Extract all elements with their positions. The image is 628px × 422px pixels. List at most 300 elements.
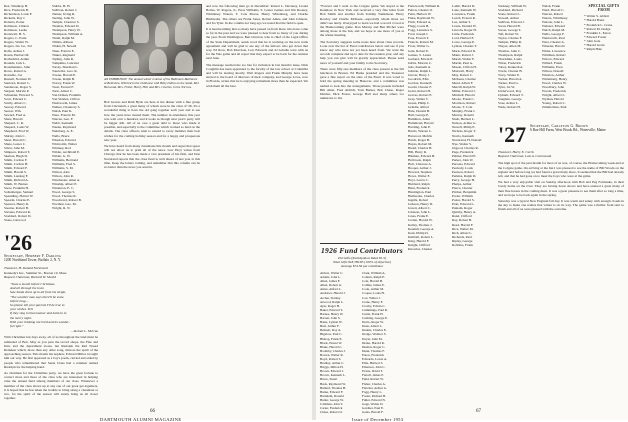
contributor-name: Foster, Richard B. [362, 393, 387, 398]
special-gifts-heading: SPECIAL GIFTS FROM [588, 4, 620, 13]
contributor-name: Glover, Harry J. [408, 72, 430, 77]
contributor-name: Buck, Raymond W. [320, 381, 346, 386]
contributor-name: Tobey, Kenneth A. [498, 64, 524, 69]
poem-line: "The weather man says there'll be snow [10, 294, 64, 299]
roster-name: Seavey, Edward [4, 105, 26, 110]
contributor-name: Briggs, Milton H. [320, 365, 344, 370]
contributor-name: West, Chester A. [542, 40, 565, 45]
contributor-name: Boothby, Charles J. [320, 348, 346, 353]
fund-list-column-6 [542, 4, 582, 114]
contributor-name: Hale, Donald B. [408, 109, 431, 114]
fund-list-column-3 [408, 4, 450, 404]
roster-name: Snow, Franklin H. [4, 186, 29, 191]
contributor-name: Burnham, Donald [320, 393, 344, 398]
contributor-name: Towle, Chester B. [498, 68, 523, 73]
contributor-name: Cox, Walter J. [362, 295, 381, 300]
contributor-name: Taft, Robert W. [498, 32, 519, 37]
contributor-name: White, Lawrence [542, 48, 566, 53]
memorial-name: * Franklin L. Eaton [584, 30, 611, 35]
roster-name: Whitcomb, Walter [52, 141, 77, 146]
contributor-name: Taylor, Charles F. [498, 36, 523, 41]
paragraph: "Forever and I went to the Colgate game. We stayed at the Kenmore in New York and received a very fine letter from Bob Smith and another from Tommy Tomkinson. Harry Rowley and Charlie McKeen—especially whom those we didn't see lately. Overjoyed to learn we had a record crowd at the Homecoming game. Don Murray and Ben Pitcher were among those at the Inn, and we hope to see more of you at the winter meeting. [320, 4, 404, 38]
roster-name: Stoddard, Robert D. [4, 214, 32, 219]
roster-name: Van Orman, Franklin [52, 93, 81, 98]
contributor-name: Maxwell, Harry [452, 68, 474, 73]
contributor-name: Foss, Everett T. [408, 36, 430, 41]
contributor-name: Stowell, Arthur [498, 16, 519, 21]
poem-author: —Robert L. McCue [70, 329, 98, 334]
contributor-name: Brown, Edward J. [320, 369, 344, 374]
contributor-name: Knowles, Chester [408, 246, 433, 251]
poem-line: So please tell your parents I'll be true to [10, 303, 65, 308]
treasurer-line: Treasurer, Harry E. Curtis [498, 150, 534, 154]
contributor-name: Crane, Henry F. [362, 299, 383, 304]
poem-line: "Twas a month before Christmas, [10, 282, 56, 287]
fund-average: Average $74.56 per contributor [340, 264, 384, 269]
roster-name: Rolfe, Arthur J. [4, 48, 26, 53]
contributor-name: Emerson, John C. [362, 365, 386, 370]
contributor-name: Lewis, Donald W. [452, 24, 477, 29]
contributor-name: Sweet, George T. [498, 28, 522, 33]
contributor-name: Heald, Charles H. [408, 145, 433, 150]
paragraph: The high spot of the past month for most of us was, of course, the Homecoming week-end at the Colgate game. On arriving at the Inn I was pleased to see the name of Bill Woods on the register and before long we had found a great many more. It seemed that the Bill had already left, and that he had gone on to meet the boys who were at the game. [498, 161, 624, 179]
contributor-name: Barrett, John S. [320, 316, 341, 321]
right-page [316, 0, 628, 420]
contributor-name: Robbins, Frank [452, 242, 473, 247]
contributor-name: Hubbard, Ralph [408, 182, 430, 187]
roster-name: Wells, Bruce [52, 133, 70, 138]
roster-name: Rockwell, H. S. [4, 32, 26, 37]
contributor-name: Ward, Harold C. [542, 8, 565, 13]
contributor-name: Norstrand, H. Donald [452, 137, 482, 142]
contributor-name: Murphy, Frank J. [452, 109, 476, 114]
contributor-name: Callahan, John T. [320, 402, 343, 406]
paragraph: Bob Graves and Ruth Hyde are here at the dinner with a fine group from Cincinnati, a great many of whom were in the class of '26. It's a wonderful thing to have the old gang together each year and to see how the years have treated them. The number in attendance this year was well over a hundred, and it looks as though next year's party will be bigger still. All of us owe a great debt to those who made it possible, and especially to the committee which worked so hard on the details. The class officers wish to extend to every member their best wishes for the coming holiday season and for a happy and prosperous new year. [104, 100, 200, 142]
contributor-name: Reed, Harold F. [452, 222, 474, 227]
contributor-name: Gilman, Ralph L. [408, 68, 432, 73]
roster-name: Wilder, G. W. [52, 153, 71, 158]
roster-name: Williams, S. M. [52, 165, 74, 170]
roster-name: Williams, Bertrand [52, 157, 78, 162]
contributor-name: McKeen, Charles [452, 76, 476, 81]
roster-name: Tinker, Reginald [52, 52, 75, 57]
contributor-name: Page, Frederick [452, 149, 474, 154]
contributor-name: Martin, Paul A. [452, 60, 473, 65]
contributor-name: Dennis, Charles E. [362, 328, 387, 333]
roster-name: Walker, Chauncey S. [52, 105, 81, 110]
contributor-name: Cushing, George E. [362, 316, 388, 321]
contributor-name: Allen, Robert A. [320, 283, 342, 288]
contributor-name: Watson, John L. [542, 20, 564, 25]
contributor-name: Quinby, Henry A. [452, 210, 477, 215]
paragraph: We have heard from many classmates this month and regret that space will not allow us to print all of the news. Lew Hoyt writes from Chicago that he has been made a vice president of his firm, and Don Norstrand reports that the class fund is well ahead of last year at this time. Keep the letters coming, and remember that this column can be no better than the news you send in. [104, 144, 200, 170]
fund-list-column-2 [362, 271, 404, 415]
roster-name: Tibbits, Allison [52, 40, 73, 45]
contributor-name: Fuller, Edward N. [362, 397, 386, 402]
contributor-name: Webster, Edward [542, 24, 566, 29]
contributor-name: Rand, Clifford [452, 214, 472, 219]
contributor-name: Mann, Robert J. [452, 52, 474, 57]
contributor-name: Doyle, John M. [362, 336, 383, 341]
contributor-name: Barnes, Henry W. [320, 311, 344, 316]
contributor-name: Francis, Robert M. [408, 40, 434, 45]
contributor-name: Gile, Kenneth A. [408, 64, 431, 69]
contributor-name: Parsons, Edward [452, 161, 475, 166]
roster-name: Rogers, C. Earle [4, 36, 27, 41]
contributor-name: Morrison, Robert [452, 101, 476, 106]
contributor-name: Cooper, Louis H. [362, 291, 385, 296]
roster-name: Weeks, Raymond [52, 125, 76, 130]
roster-name: Tourtellot, Geo. R. [52, 68, 78, 73]
roster-name: Wadsworth, James [52, 101, 78, 106]
roster-name: Seward, Fred A. [4, 113, 27, 118]
contributor-name: Green, Philip C. [408, 101, 431, 106]
paragraph: As chairman for the Christmas party, we have the great fortune to contact more and more of the class who are interested in helping raise the annual fund among members of our class. Whenever a member of the class shows up at any one of our great get-togethers, it is hoped that he has taken the trouble to bring along a classmate or two, for the spirit of the season will surely bring us all closer together. [4, 371, 98, 401]
contributor-name: Fiske, Raymond W. [408, 16, 435, 21]
contributor-name: Dodge, Wallace S. [362, 332, 387, 337]
roster-name: Winchester, Allen A. [52, 178, 81, 183]
contributor-name: Huthwaite, Charles [408, 194, 435, 199]
contributor-name: Garland, Edwin P. [408, 56, 433, 61]
fund-list-column-4 [452, 4, 494, 404]
roster-name: Short, Harold C. [4, 137, 27, 142]
contributor-name: Gaines, S. Lester [408, 52, 432, 57]
contributor-name: Kendall, George A. [408, 226, 435, 231]
contributor-name: Edwards, Lewis A. [362, 356, 388, 361]
secretary-address: 6 Rue Hill Farm, West Brook Rd., Waterville, Maine [530, 128, 606, 133]
contributor-name: Stickney, William W. [498, 4, 527, 8]
contributor-name: Newell, Philip E. [452, 125, 476, 130]
roster-name: Torrey, Sherman L. [52, 64, 79, 69]
contributor-name: Hall, George E. [408, 113, 430, 118]
contributor-name: Willard, Frank [542, 60, 562, 65]
contributor-name: Johnson, John L. [408, 210, 431, 215]
roster-name: Stone, Linwood [4, 218, 26, 223]
contributor-name: Walsh, Frank [542, 4, 560, 8]
contributor-name: Kimball, Robert L. [408, 234, 434, 239]
contributor-name: Stoddard, Richard [498, 8, 523, 13]
contributor-name: Clark, William A. [362, 271, 386, 275]
contributor-name: Crosby, Edwin C. [362, 303, 386, 308]
roster-name: Smith, Lansing F. [4, 173, 29, 178]
contributor-name: Farnsworth, William R. [408, 4, 441, 8]
contributor-name: Wood, Charles W. [542, 80, 567, 85]
roster-name: Sargent, Marvin P. [4, 88, 30, 93]
contributor-name: Ames, Alfred L. [320, 287, 342, 292]
contributor-name: Huntington, Paul [408, 190, 432, 195]
contributor-name: Holt, Clarence A. [408, 161, 432, 166]
contributor-name: Hammond, Harold [408, 121, 434, 126]
contributor-name: Woods, Frederick [542, 88, 567, 93]
roster-name: Van Sicklen, Clifton [52, 97, 80, 102]
contributor-name: Coburn, Ralph E. [362, 275, 386, 280]
roster-name: Seaver, Wm. [4, 109, 22, 114]
contributor-name: Gardner, Paul E. [362, 406, 384, 411]
contributor-name: Thorndike, Louis [498, 56, 522, 61]
contributor-name: Curtis, Frank H. [362, 311, 384, 316]
contributor-name: Bigelow, Paul C. [320, 332, 343, 337]
roster-name: Sullivan, Robert J. [52, 8, 78, 13]
contributor-name: Fletcher, Arthur G. [362, 385, 387, 390]
poem-line: And all through the town [10, 286, 44, 291]
contributor-name: Lawrence, Frank [452, 12, 475, 17]
contributor-name: Bates, Lyman W. [320, 320, 343, 325]
roster-name: Smith, Edward F. [4, 165, 28, 170]
contributor-name: Dean, Albert L. [362, 324, 383, 329]
roster-name: Tanner, Irving R. [52, 12, 76, 17]
contributor-name: Palmer, Harold E. [452, 153, 477, 158]
contributor-name: Rice, Walter M. [452, 226, 474, 231]
contributor-name: Thayer, Allen M. [498, 44, 522, 49]
contributor-name: Blake, Harold C. [320, 344, 343, 349]
roster-name: Ricketts, Ray J. [4, 16, 26, 21]
roster-name: Shepard, Louis W. [4, 125, 30, 130]
contributor-name: Gordon, Kenneth [408, 80, 432, 85]
contributor-name: Ray, Robert B. [452, 218, 473, 223]
contributor-name: Phelps, Arthur [452, 182, 472, 187]
roster-name: Wright, R. N. [52, 206, 71, 211]
contributor-name: Hamilton, Allen [408, 117, 430, 122]
fund-total: Total Gifts $18,789.85 (100% of objective) [333, 260, 391, 265]
contributor-name: Gould, Chester F. [408, 84, 432, 89]
contributor-name: Carter, Frederick [320, 406, 343, 411]
contributor-name: Nye, Walter S. [452, 141, 472, 146]
contributor-name: Graves, Robert E. [408, 93, 433, 98]
contributor-name: Sullivan, Edward J. [498, 20, 525, 25]
roster-name: Winship, Albert E. [52, 182, 78, 187]
contributor-name: Gibbs, Morton C. [408, 60, 432, 65]
contributor-name: Vaughan, George [498, 97, 522, 102]
memorial-name: * Harold Grant [584, 42, 605, 47]
roster-name: Tilden, H. Newell [52, 44, 77, 49]
contributor-name: Wilson, Donald [542, 68, 564, 73]
contributor-name: Lowe, George P. [452, 40, 475, 45]
contributor-name: Ripley, George [452, 238, 473, 243]
paragraph: The Secretary suggests some notes here about class records. Look over the list of Fund contributors below and see if you know any who have not yet been heard from. We want the records complete and up to date for the reunion year, and any help you can give will be greatly appreciated. Please send news of yourself and your family to the Secretary. [320, 39, 404, 65]
roster-name: Scully, Albert C. [4, 101, 27, 106]
roster-name: Rozzelle, Joe [4, 72, 23, 77]
section-rule [320, 243, 404, 244]
contributor-name: Richards, Paul [452, 234, 472, 239]
reunion-photo [104, 4, 202, 76]
contributor-name: Knight, Clifford [408, 242, 430, 247]
treasurer-address: Kennedy's Inc., Summer St., Boston 10, Mass. [4, 270, 68, 275]
contributor-name: Wentworth, Paul [542, 36, 565, 41]
contributor-name: Wright, Albert L. [542, 93, 566, 98]
contributor-name: Winslow, Arthur [542, 72, 565, 77]
contributor-name: Pearson, Robert [452, 169, 474, 174]
contributor-name: Evans, David T. [362, 369, 384, 374]
contributor-name: Potter, Harold S. [452, 198, 475, 203]
contributor-name: Woodbury, John [542, 84, 565, 89]
contributor-name: Allen, James F. [320, 279, 341, 284]
roster-name: Rosen, Herbert M. [4, 52, 30, 57]
roster-name: Skelton, Hugh D. [4, 153, 28, 158]
poem-line: before long— [10, 298, 29, 303]
roster-name: Spearin, Charles E. [4, 198, 31, 203]
contributor-name: Flagg, Louis B. [408, 24, 430, 29]
class-number: '27 [498, 122, 527, 147]
contributor-name: Bradley, Arthur C. [320, 361, 345, 366]
paragraph: We had a very enjoyable visit on Sunday afternoon with Bob and Peg Fairbanks, in their lovely home on the river. They are having horse shows and have entered a great many of their fine horses in the coming meet. It was a great pleasure to see them after so long a time, and we hope to be back again in the spring. [498, 180, 624, 197]
roster-name: Thomas, Edward D. [52, 24, 80, 29]
special-gifts-list [584, 14, 624, 50]
contributor-name: Tyler, Ira W. [498, 84, 515, 89]
paragraph: and now the following men go in December: Robert L. Devaney, Lionel Bolles, W. Rogers, Jr., Enos Williams, S. Lester Gaines and Jim Rooney, Whittlesey Waters, T. Cole Morse, Henry Wittenberg, and Charlie Huthwaite. The others are Frank Jones, Robert Ames, and John Johnson, and Ira Tyler. In the column not long ago we noted that the field is open. [206, 4, 308, 25]
roster-name: Temple, Clarence S. [52, 20, 80, 25]
roster-name: Wood, Thomas R. [52, 194, 77, 199]
roster-name: Sanborn, Robert C. [4, 80, 31, 85]
contributor-name: Wyman, Harold [542, 97, 564, 102]
roster-name: Whedon, Edward [52, 137, 76, 142]
contributor-name: Howard, Stephen [408, 169, 432, 174]
roster-name: Shepard, C. R. [4, 121, 24, 126]
roster-name: Thompson, William A. [52, 32, 84, 37]
class-26-section [4, 228, 98, 414]
class-number: '26 [4, 230, 33, 255]
roster-name: Sanderson, Roger S. [4, 84, 32, 89]
contributor-name: Hooper, Arthur J. [408, 165, 432, 170]
contributor-name: Hatch, Roger B. [408, 137, 431, 142]
contributor-name: Felton, Chester O. [408, 8, 433, 13]
roster-name: Simpson, Robert T. [4, 149, 31, 154]
contributor-name: Pratt, Edward L. [452, 202, 475, 207]
roster-name: Wilson, Alex [52, 169, 70, 174]
contributor-name: Moore, Frank C. [452, 97, 475, 102]
contributor-name: Young, Robert C. [542, 101, 566, 106]
roster-name: Schneider, Howard S. [4, 93, 34, 98]
contributor-name: Fenn, Herbert W. [408, 12, 432, 17]
contributor-name: Wells, George F. [542, 32, 565, 37]
contributor-name: Underwood, Roy [498, 88, 522, 93]
roster-name: Rousmaniere, John [4, 64, 30, 69]
contributor-name: King, Harold F. [408, 238, 430, 243]
roster-name: Tipling, John R. [52, 56, 74, 61]
contributor-name: Grant, Robert H. [408, 88, 431, 93]
roster-name: Smith, Carlton H. [4, 161, 29, 166]
memorial-name: * Frederick L. Crane [584, 22, 613, 27]
contributor-name: Fitch, Edward A. [408, 20, 432, 25]
contributor-name: Perry, George H. [452, 178, 475, 183]
contributor-name: Waters, Whittlesey [542, 16, 568, 21]
roster-name: Roberts, Porter [4, 20, 25, 25]
class-roster-column-1 [4, 4, 50, 226]
roster-name: Rothschild, Arthur [4, 56, 30, 61]
contributor-name: Grindle, Alfred [408, 105, 429, 110]
contributor-name: Bowen, Walter R. [320, 352, 344, 357]
contributor-name: Hunt, Frederick [408, 186, 430, 191]
contributor-name: Gates, Harold F. [362, 410, 384, 415]
contributor-name: Gage, Walter D. [362, 402, 384, 406]
photo-caption: AN EXHIBITION: The annual winter reunion of the Baltimore-Baltimore at Belleview. Whirled in the clubhouse with Betty Dulles on the stand, Mel Harwood, Mrs. Fisher, Harry Hill, and Mrs. Charles, in the 3rd row. [104, 77, 199, 89]
roster-name: Stevens, Edward R. [4, 210, 31, 215]
poem-line: If they sing in that manner and hold on to [10, 311, 67, 316]
paragraph: With Christmas but days away, all of us throughout the land must be reminded of Bob. May as you pass the record shops, the Fine and Dan, and the department stores, but Rudolph the Red Nosed Reindeer which, more than any other song, mirrors the spirit of the approaching season. This month his nephew, Edward Miller, brought him our way. He first appeared as a boy's poem, carried and aided by people who remembered that Santa Claus had a reindeer named Rudolph for the helping hand. [4, 335, 98, 369]
contributor-name: Ayer, Roger H. [320, 303, 340, 308]
roster-name: Walsh, Paul K. [52, 109, 73, 114]
contributor-name: Pierce, Chester [452, 186, 473, 191]
paragraph: Saturday was a typical New England fall day. It was warm and sunny with enough clouds in the sky to make one realize that winter is on its way. The game was a thriller from start to finish and all of us were pleased with the outcome. [498, 199, 624, 212]
contributor-name: Chase, Robert O. [320, 410, 343, 415]
contributor-name: Mack, Edward R. [452, 48, 476, 53]
roster-name: Warren, Geo. F. [52, 117, 74, 122]
roster-name: Rogers, Jas. Gr., 3rd [4, 44, 32, 49]
poem-line: With your thinking not tried and its wonder- [10, 319, 70, 324]
roster-name: Treat, Everett F. [52, 84, 74, 89]
contributor-name: Swan, Harold B. [498, 24, 521, 29]
contributor-name: Hoyt, Lewis C. [408, 178, 429, 183]
contributor-name: Archer, Stanley [320, 295, 341, 300]
roster-name: Robinson, Clinton [4, 24, 29, 29]
roster-name: Weinberg, A. E. [52, 129, 74, 134]
contributor-name: Lane, Kenneth W. [452, 8, 477, 13]
paragraph: There were fifty-one members of the class present at the fall luncheon in Boston. Ed Burke presided and the Treasurer gave a fine report on the state of the Fund. It was voted to hold the spring meeting in Hanover, and a committee was named to look into the arrangements. Those present included Bill Allen, Fred Aldrich, Tom Barker, Bob Chase, Roger Dunbar, Dick Foster, George Hall and many others too numerous to list. [320, 66, 404, 101]
contributor-name: Wittenberg, Henry [542, 76, 568, 81]
contributor-name: Bennett, Roy A. [320, 328, 342, 333]
poem-line: your wishes. Tell [10, 307, 33, 312]
contributor-name: Putnam, Roger [452, 206, 473, 211]
roster-name: Smith, W. Barnes [4, 182, 28, 187]
fund-list-column-5 [498, 4, 538, 114]
fund-gifts: 252 Gifts (Participation Index 81.5) [337, 256, 387, 260]
roster-name: Shepherd, Fred W. [4, 129, 30, 134]
contributor-name: Lamb, Harold D. [452, 4, 476, 8]
contributor-name: Merrill, Ralph W. [452, 84, 476, 89]
contributor-name: Wade, Robert H. [498, 105, 521, 110]
fund-list-column-1 [320, 271, 360, 415]
contributor-name: Murray, Donald [452, 113, 474, 118]
roster-name: Webb, Kenneth [52, 121, 74, 126]
text-column [320, 4, 404, 240]
roster-name: Woodward, Robert B. [52, 198, 82, 203]
contributor-name: Nelson, Arthur G. [452, 121, 477, 126]
paragraph: The message reached me too late for inclusion in last month's issue. Dick Coughlin has been appointed to the faculty of the law school at Columbia and will be leaving shortly. Walt Rogers and Frank Murphy have been elected to the board of directors of their company, and George Lowe, now in Florida, writes that he is enjoying retirement more than he expected. We wish them all the best. [206, 62, 308, 88]
roster-name: Stubbs, H. H. [52, 4, 71, 8]
contributor-name: Warren, Robert [542, 12, 563, 17]
contributor-name: Fogg, Laurence S. [408, 28, 433, 33]
contributor-name: Ford, Joseph J. [408, 32, 429, 37]
secretary-line: Secretary, Herbert F. Darling [4, 254, 62, 258]
contributor-name: Lincoln, Roger H. [452, 28, 477, 33]
class-27-section [498, 120, 624, 402]
contributor-name: Nash, Herbert L. [452, 117, 475, 122]
contributor-name: Parker, John W. [452, 157, 474, 162]
contributor-name: Upham, Edward T. [498, 93, 524, 98]
contributor-name: Marsh, Walter F. [452, 56, 475, 61]
contributor-name: Holbrook, Ralph [408, 157, 431, 162]
contributor-name: Frost, Walter G. [408, 44, 430, 49]
contributor-name: Stone, Robert L. [498, 12, 521, 17]
contributor-name: Butler, George W. [320, 397, 344, 402]
contributor-name: Hill, Harry R. [408, 149, 427, 154]
contributor-name: Vose, Arthur L. [498, 101, 519, 106]
roster-name: Towne, Ralph B. [52, 76, 75, 81]
roster-name: Shaw, Harold [4, 117, 23, 122]
contributor-name: Morse, T. Cole [452, 105, 473, 110]
contributor-name: Jones, Frank E. [408, 214, 429, 219]
poem-line: ful right." [10, 324, 24, 329]
contributor-name: Mitchell, Harold [452, 93, 475, 98]
contributor-name: Wheeler, Harold [542, 44, 565, 49]
text-column [104, 100, 200, 400]
contributor-name: Farrell, James P. [362, 373, 384, 378]
contributor-name: Bruce, Stuart [320, 377, 338, 382]
magazine-footer: DARTMOUTH ALUMNI MAGAZINE [100, 417, 182, 422]
contributor-name: Black, Ernest W. [320, 340, 343, 345]
contributor-name: Abbott, Walter C. [320, 271, 344, 275]
contributor-name: Jewett, Albert C. [408, 206, 431, 211]
secretary-line: Secretary, Carleton G. Brown [530, 124, 589, 128]
